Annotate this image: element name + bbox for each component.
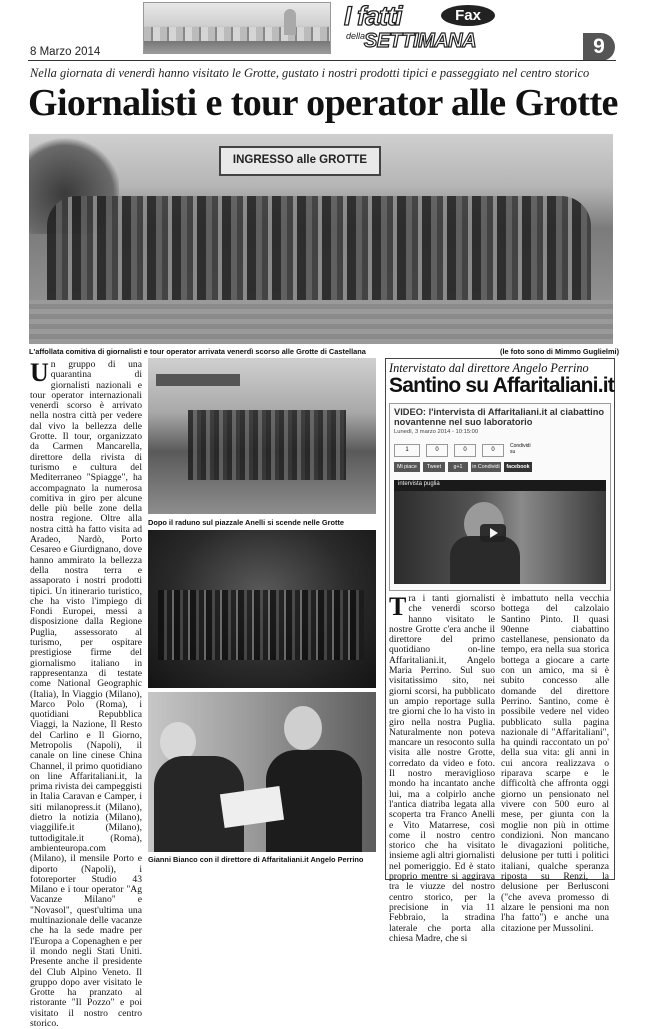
photo-piazzale-anelli xyxy=(148,358,376,514)
share-counts xyxy=(394,444,604,458)
masthead-skyline-photo xyxy=(143,2,331,54)
embedded-video[interactable] xyxy=(394,480,606,584)
sidebar-dropcap: T xyxy=(389,592,407,621)
header-rule xyxy=(28,60,616,61)
like-button[interactable]: Mi piace xyxy=(394,462,420,472)
share-count-3: 0 xyxy=(454,444,476,457)
sidebar-kicker: Intervistato dal direttore Angelo Perrino xyxy=(389,361,589,375)
screenshot-date: Lunedì, 3 marzo 2014 - 10:15:00 xyxy=(394,429,479,435)
masthead-title-line2: della xyxy=(346,31,366,41)
article-kicker: Nella giornata di venerdì hanno visitato le Grotte, gustato i nostri prodotti tipici e passeggiato nel centro storico xyxy=(30,66,590,80)
article-body-column-1: Un gruppo di una quarantina di giornalisti nazionali e tour operator internazionali venerdì scorso è arrivato nella nostra città per vedere dal vivo la bellezza delle Grotte. Il tour, organizzato da Carmen Mancarella, direttore della rivista di turismo e cultura del Mediterraneo "Spiagge", ha accompagnato la numerosa comitiva in giro per alcune delle più belle zone della nostra regione. Oltre alla nostra città ha fatto visita ad Aradeo, Nardò, Porto Cesareo e Giurdignano, dove hanno ammirato la bellezza della nostra terra e assaporato i nostri prodotti tipici. Un itinerario turistico, che ha visto l'impiego di Fondi Europei, messi a disposizione dalla Regione Puglia, assessorato al turismo, per ospitare prestigiose firme del giornalismo italiano in rappresentanza di testate come National Geographic (Italia), In Viaggio (Milano), Marco Polo (Roma), i quotidiani Repubblica Viaggi, la Nazione, Il Resto del Carlino e Il Giorno, Metropolis (Napoli), il canale on line cinese China Channel, il primo quotidiano on line Affaritaliani.it, la prima rivista dei campeggisti in Italia Caravan e Camper, i siti milanopress.it (Milano), dietro la notizia (Milano), viaggilife.it (Milano), tuttodigitale.it (Roma), ambienteuropa.com (Milano), il mensile Porto e diporto (Napoli), i fotoreporter Studio 43 Milano e i tour operator "Ag Vacanze Milano" e "Novasol", quest'ultima una multinazionale delle vacanze che ha la sede madre per l'Europa a Copenaghen e per il mondo negli Stati Uniti. Presente anche il presidente del Club Alpino Veneto. Il gruppo dopo aver visitato le Grotte ha pranzato al ristorante "Il Pozzo" e poi visitato il nostro centro storico. xyxy=(30,358,142,1029)
screenshot-title: VIDEO: l'intervista di Affaritaliani.it al ciabattino novantenne nel suo laboratorio xyxy=(394,407,605,427)
article-headline: Giornalisti e tour operator alle Grotte xyxy=(28,82,618,124)
main-group-photo xyxy=(29,134,613,344)
dropcap: U xyxy=(30,358,49,387)
gplus-button[interactable]: g+1 xyxy=(448,462,468,472)
tweet-button[interactable]: Tweet xyxy=(423,462,445,472)
masthead-logo xyxy=(340,3,502,55)
video-title-label: intervista puglia xyxy=(398,481,440,487)
affaritaliani-screenshot xyxy=(389,403,611,591)
photo-credit: (le foto sono di Mimmo Guglielmi) xyxy=(500,347,620,356)
sidebar-body-column-2: è imbattuto nella vecchia bottega del calzolaio Santino Pinto. Il quasi 90enne ciabattino castellanese, pensionato da tempo, era nella sua storica bottega a giocare a carte con un amico, ma si è subito concesso alle domande del direttore Perrino. Santino, come è possibile vedere nel video pubblicato sulla pagina nazionale di "Affaritaliani", ha quindi raccontato un po' della sua vita: gli anni in cui ancora realizzava o riparava scarpe e le difficoltà che affronta oggi giorno un pensionato nel vivere con 500 euro al mese, per giunta con la moglie non più in ottime condizioni. Non mancano le divagazioni politiche, delusione per tutti i politici italiani, qualche speranza riposta su Renzi, la delusione per Berlusconi ("che aveva promesso di alzare le pensioni ma non l'ha fatto") e anche una citazione per Mussolini. xyxy=(501,593,609,934)
masthead-badge: Fax xyxy=(441,5,495,26)
grotte-entrance-sign: INGRESSO alle GROTTE xyxy=(219,146,381,176)
share-label: Condividi su xyxy=(510,443,531,455)
sidebar-body-column-1: Tra i tanti giornalisti che venerdì scorso hanno visitato le nostre Grotte c'era anche il direttore del primo quotidiano on-line Affaritaliani.it, Angelo Maria Perrino. Sul suo visitatissimo sito, nei giorni scorsi, ha pubblicato un ampio reportage sulla tre giorni che lo ha visto in giro nella nostra Puglia. Naturalmente non poteva mancare un resoconto sulla visita alle nostre Grotte, corredato da video e foto. Il nostro meraviglioso mondo ha incantato anche lui, ma a colpirlo anche l'antica diatriba legata alla scoperta tra Franco Anelli e Vito Matarrese, così come il nostro centro storico che ha visitato insieme agli altri giornalisti nel pomeriggio. Ed è stato proprio mentre si aggirava tra le viuzze del nostro centro storico, per la precisione in via 11 Febbraio, la stradina laterale che porta alla chiesa Madre, che si xyxy=(389,592,495,944)
photo-piazzale-caption: Dopo il raduno sul piazzale Anelli si scende nelle Grotte xyxy=(148,518,345,527)
page-number: 9 xyxy=(583,33,615,61)
linkedin-button[interactable]: in Condividi xyxy=(472,464,500,470)
share-buttons xyxy=(394,462,606,474)
photo-bianco-perrino xyxy=(148,692,376,852)
video-play-icon[interactable] xyxy=(480,524,506,542)
photo-bianco-caption: Gianni Bianco con il direttore di Affaritaliani.it Angelo Perrino xyxy=(148,855,364,864)
share-count-1: 1 xyxy=(394,444,420,457)
main-photo-caption: L'affollata comitiva di giornalisti e tour operator arrivata venerdì scorso alle Grotte di Castellana xyxy=(29,347,366,356)
date: 8 Marzo 2014 xyxy=(30,46,101,58)
share-count-2: 0 xyxy=(426,444,448,457)
share-count-4: 0 xyxy=(482,444,504,457)
photo-inside-grotte xyxy=(148,530,376,688)
facebook-button[interactable]: facebook xyxy=(504,462,532,472)
masthead-title-line1: I fatti xyxy=(344,1,402,31)
masthead-title-line3: SETTIMANA xyxy=(363,30,477,52)
sidebar-headline: Santino su Affaritaliani.it xyxy=(389,374,614,397)
